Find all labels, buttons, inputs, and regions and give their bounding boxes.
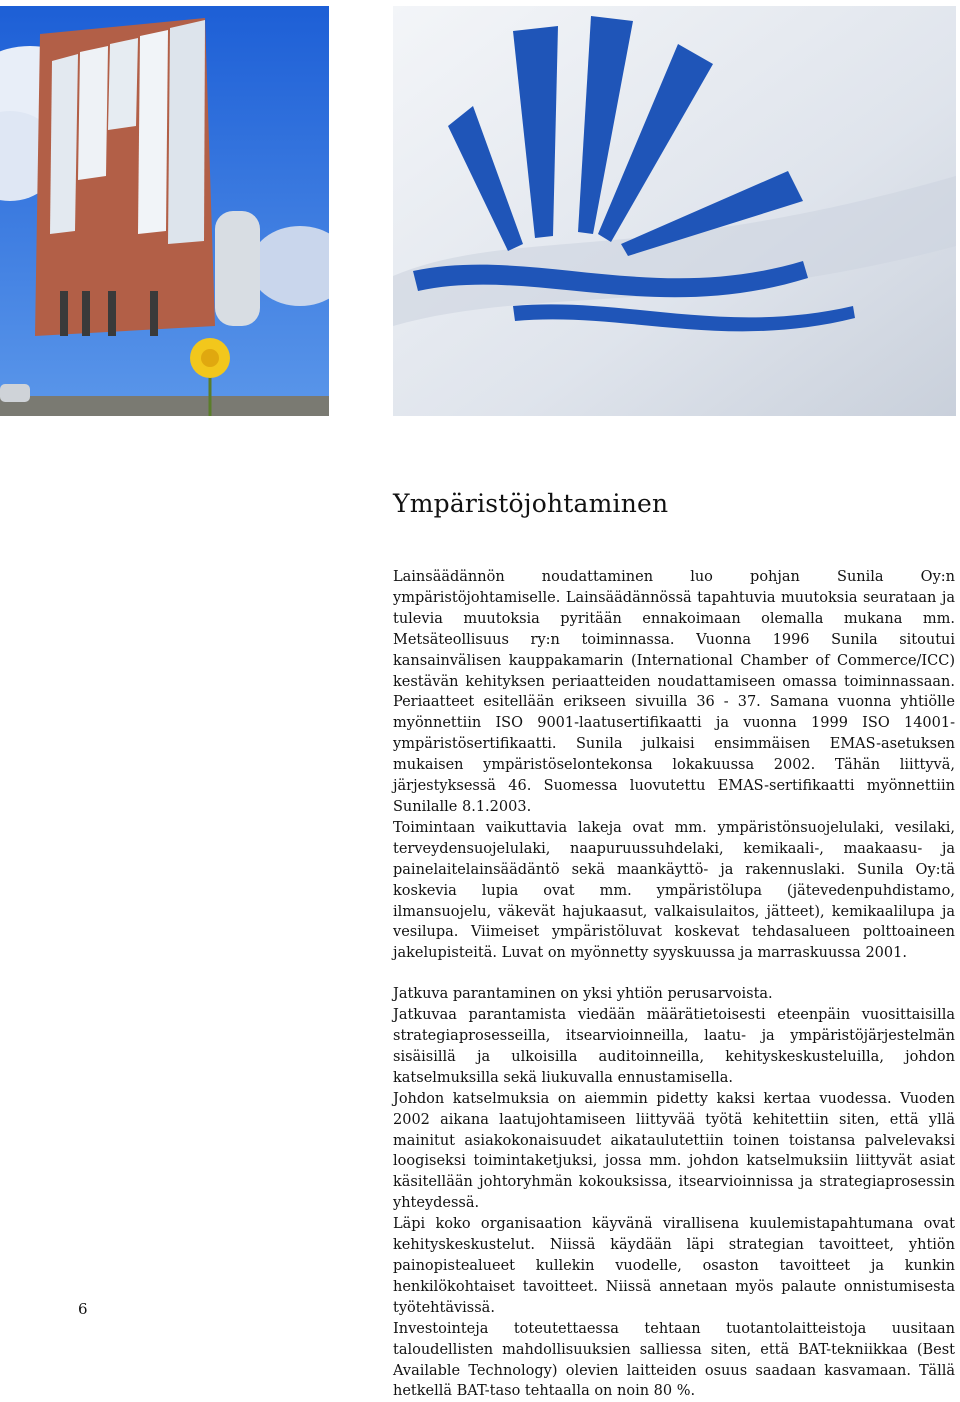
paragraph-continuous-improvement: Jatkuvaa parantamista viedään määrätietoisesti eteenpäin vuosittaisilla strategiaprosesseilla, itsearvioinneilla, laatu- ja ympäristöjärjestelmän sisäisillä ja ulkoisilla auditoinneilla, kehityskeskusteluilla, johdon katselmuksilla sekä liukuvalla ennustamisella. <box>393 1007 955 1086</box>
flag-illustration <box>393 6 956 416</box>
dandelion-center <box>201 349 219 367</box>
window <box>108 291 116 336</box>
facade-panel <box>50 54 78 234</box>
window <box>60 291 68 336</box>
paragraph-legislation: Lainsäädännön noudattaminen luo pohjan Sunila Oy:n ympäristöjohtamiselle. Lainsäädännössä tapahtuvia muutoksia seurataan ja tulevia muutoksia pyritään ennakoimaan olemalla mukana mm. Metsäteollisuus ry:n toiminnassa. Vuonna 1996 Sunila sitoutui kansainvälisen kauppakamarin (International Chamber of Commerce/ICC) kestävän kehityksen periaatteiden noudattamiseen omassa toiminnassaan. Periaatteet esitellään erikseen sivuilla 36 - 37. Samana vuonna yhtiölle myönnettiin ISO 9001-laatusertifikaatti ja vuonna 1999 ISO 14001-ympäristösertifikaatti. Sunila julkaisi ensimmäisen EMAS-asetuksen mukaisen ympäristöselontekonsa lokakuussa 2002. Tähän liittyvä, järjestyksessä 46. Suomessa luovutettu EMAS-sertifikaatti myönnettiin Sunilalle 8.1.2003. <box>393 569 955 815</box>
window <box>82 291 90 336</box>
paragraph-management-review: Johdon katselmuksia on aiemmin pidetty kaksi kertaa vuodessa. Vuoden 2002 aikana laatujohtamiseen liittyvää työtä kehitettiin siten, että yllä mainitut asiakokonaisuudet aikataulutettiin toinen toistansa palvelevaksi loogiseksi toimintaketjuksi, jossa mm. johdon katselmuksiin liittyvät asiat käsitellään johtoryhmän kokouksissa, itsearvioinnissa ja strategiaprosessin yhteydessä. <box>393 1090 955 1212</box>
page-number: 6 <box>78 1300 88 1318</box>
building-photo <box>0 6 329 416</box>
facade-panel <box>108 38 138 130</box>
paragraph-investments: Investointeja toteutettaessa tehtaan tuotantolaitteistoja uusitaan taloudellisten mahdollisuuksien salliessa siten, että BAT-tekniikkaa (Best Available Technology) olevien laitteiden osuus saadaan kasvamaan. Tällä hetkellä BAT-taso tehtaalla on noin 80 %. <box>393 1320 955 1400</box>
facade-panel <box>78 46 108 180</box>
paragraph-laws-permits: Toimintaan vaikuttavia lakeja ovat mm. ympäristönsuojelulaki, vesilaki, terveydensuojelulaki, naapuruussuhdelaki, kemikaali-, maakaasu- ja painelaitelainsäädäntö sekä maankäyttö- ja rakennuslaki. Sunila Oy:tä koskevia lupia ovat mm. ympäristölupa (jätevedenpuhdistamo, ilmansuojelu, väkevät hajukaasut, valkaisulaitos, jätteet), kemikaalilupa ja vesilupa. Viimeiset ympäristöluvat koskevat tehdasalueen polttoaineen jakelupisteitä. Luvat on myönnetty syyskuussa ja marraskuussa 2001. <box>393 819 955 962</box>
car <box>0 384 30 402</box>
paragraph-development-discussions: Läpi koko organisaation käyvänä virallisena kuulemistapahtumana ovat kehityskeskustelut. Niissä käydään läpi strategian tavoitteet, yhtiön painopistealueet kullekin vuodelle, osaston tavoitteet ja kunkin henkilökohtaiset tavoitteet. Niissä annetaan myös palaute onnistumisesta työtehtävissä. <box>393 1216 955 1316</box>
window <box>150 291 158 336</box>
facade-panel <box>138 30 168 234</box>
page-title: Ympäristöjohtaminen <box>393 489 669 518</box>
paragraph-core-value: Jatkuva parantaminen on yksi yhtiön perusarvoista. <box>393 986 773 1003</box>
silo <box>215 211 260 326</box>
flag-photo <box>393 6 956 416</box>
body-text <box>393 567 955 1402</box>
ground <box>0 396 329 416</box>
facade-panel <box>168 20 205 244</box>
building-illustration <box>0 6 329 416</box>
